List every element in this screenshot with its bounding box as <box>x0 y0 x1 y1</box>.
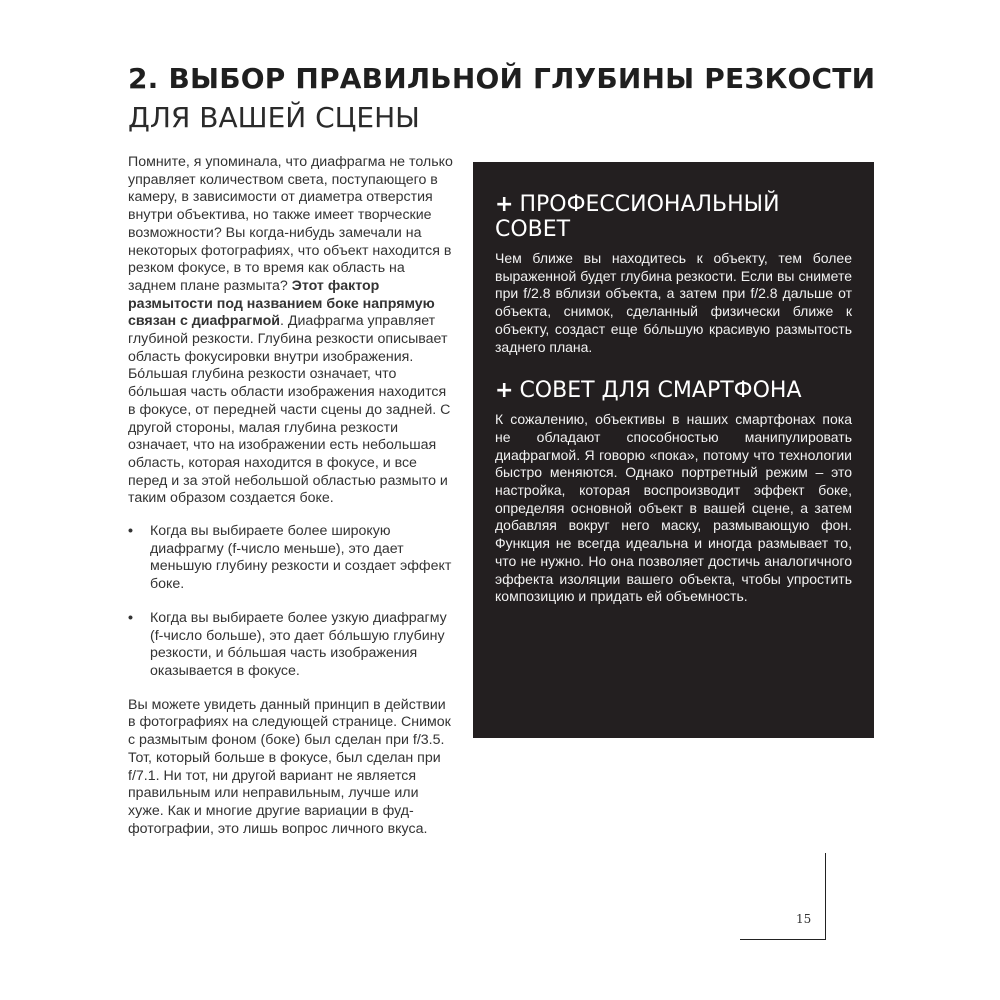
page-number: 15 <box>796 912 812 926</box>
pro-tip-text: Чем ближе вы находитесь к объекту, тем более выраженной будет глубина резкости. Если вы снимете при f/2.8 вблизи объекта, а затем при f/2.8 дальше от объекта, снимок, сделанный физически ближе к объекту, создаст еще бóльшую красивую размытость заднего плана. <box>495 250 852 355</box>
intro-text: Помните, я упоминала, что диафрагма не только управляет количеством света, поступающего в камеру, в зависимости от диаметра отверстия внутри объектива, но также имеет творческие возможности? Вы когда-нибудь замечали на некоторых фотографиях, что объект находится в резком фокусе, в то время как область на заднем плане размыта? <box>128 154 453 294</box>
main-text-column <box>128 154 456 838</box>
tips-panel <box>473 162 874 738</box>
intro-paragraph <box>128 154 456 508</box>
pro-tip-title: ПРОФЕССИОНАЛЬНЫЙ СОВЕТ <box>495 192 780 242</box>
page-subtitle: ДЛЯ ВАШЕЙ СЦЕНЫ <box>128 101 420 134</box>
smartphone-tip-title: СОВЕТ ДЛЯ СМАРТФОНА <box>519 378 802 404</box>
smartphone-tip-heading <box>495 378 852 403</box>
outro-paragraph: Вы можете увидеть данный принцип в действии в фотографиях на следующей странице. Снимок с размытым фоном (боке) был сделан при f/3.5. Тот, который больше в фокусе, был сделан при f/7.1. Ни тот, ни другой вариант не является правильным или неправильным, лучше или хуже. Как и многие другие вариации в фуд-фотографии, это лишь вопрос личного вкуса. <box>128 696 451 837</box>
list-item <box>128 523 456 594</box>
pro-tip-heading <box>495 192 852 242</box>
intro-text-continued: . Диафрагма управляет глубиной резкости. Глубина резкости описывает область фокусировки внутри изображения. Бóльшая глубина резкости означает, что бóльшая часть области изображения находится в фокусе, от передней части сцены до задней. С другой стороны, малая глубина резкости означает, что на изображении есть небольшая область, которая находится в фокусе, и все перед и за этой небольшой областью размыто и таким образом создается боке. <box>128 313 451 507</box>
bullet-marker: • <box>128 609 133 626</box>
smartphone-tip-text: К сожалению, объективы в наших смартфонах пока не обладают способностью манипулировать диафрагмой. Я говорю «пока», потому что технологии быстро меняются. Однако портретный режим – это настройка, которая воспроизводит эффект боке, определяя основной объект в вашей сцене, а затем добавляя вокруг него маску, размывающую фон. Функция не всегда идеальна и иногда размывает то, что не нужно. Но она позволяет достичь аналогичного эффекта изоляции вашего объекта, чтобы упростить композицию и придать ей объемность. <box>495 411 852 605</box>
bullet-list <box>128 523 456 681</box>
panel-spacer <box>495 356 852 378</box>
plus-icon: + <box>495 378 514 404</box>
page-corner-horizontal-rule <box>740 939 826 940</box>
intro-bold-text: Этот фактор размытости под названием боке напрямую связан с диафрагмой <box>128 277 435 330</box>
bullet-marker: • <box>128 523 133 540</box>
list-item-text: Когда вы выбираете более широкую диафрагму (f-число меньше), это дает меньшую глубину резкости и создает эффект боке. <box>150 523 452 593</box>
page-title: 2. ВЫБОР ПРАВИЛЬНОЙ ГЛУБИНЫ РЕЗКОСТИ <box>128 62 876 95</box>
plus-icon: + <box>495 192 514 217</box>
page-corner-vertical-rule <box>825 853 826 939</box>
list-item-text: Когда вы выбираете более узкую диафрагму (f-число больше), это дает бóльшую глубину резкости, и бóльшая часть изображения оказывается в фокусе. <box>150 609 447 679</box>
list-item <box>128 610 456 681</box>
